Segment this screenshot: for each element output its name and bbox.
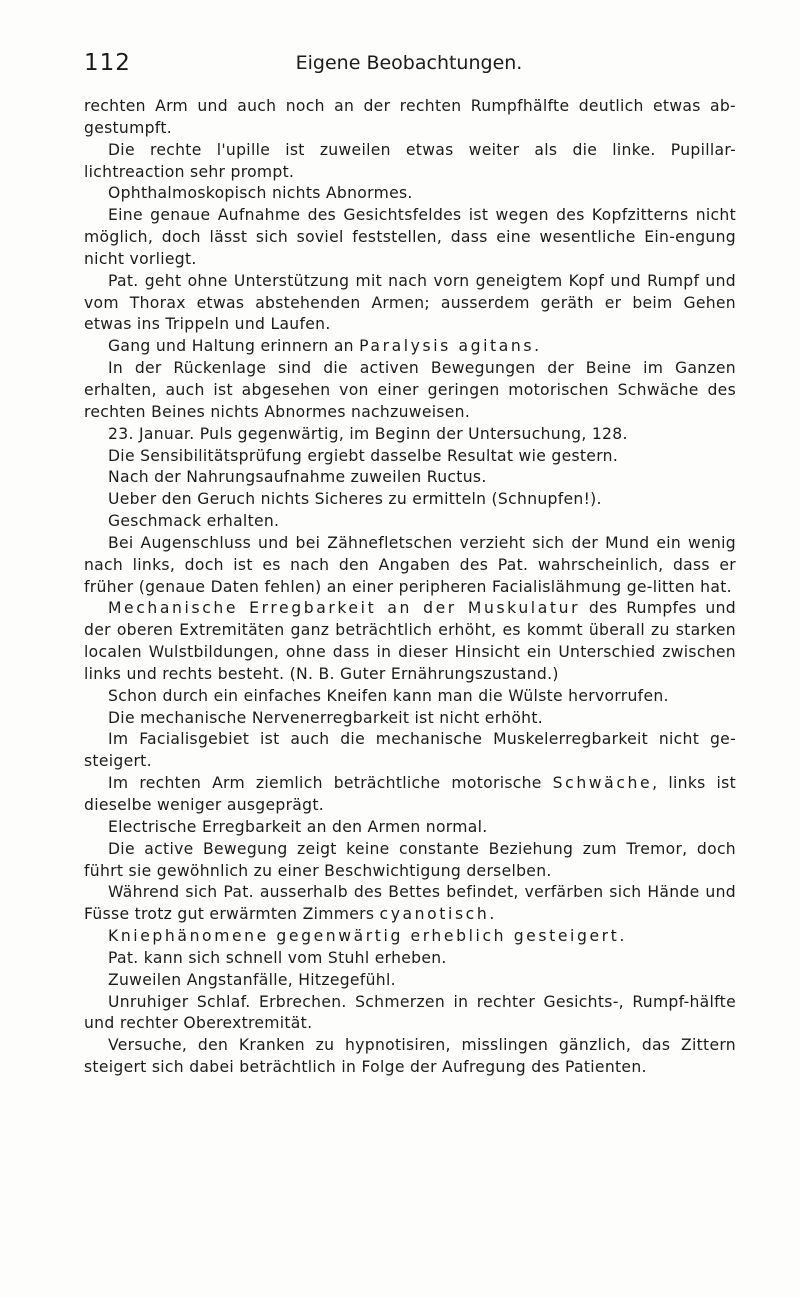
paragraph: Unruhiger Schlaf. Erbrechen. Schmerzen in rechter Gesichts-, Rumpf-hälfte und rechter Oberextremität.: [84, 992, 736, 1033]
paragraph: [84, 926, 736, 948]
paragraph: Die mechanische Nervenerregbarkeit ist nicht erhöht.: [108, 708, 544, 727]
paragraph: Ueber den Geruch nichts Sicheres zu ermitteln (Schnupfen!).: [108, 490, 602, 509]
paragraph: [84, 598, 736, 685]
paragraph: Die rechte l'upille ist zuweilen etwas weiter als die linke. Pupillar-lichtreaction sehr prompt.: [84, 140, 736, 181]
paragraph: Pat. geht ohne Unterstützung mit nach vorn geneigtem Kopf und Rumpf und vom Thorax etwas abstehenden Armen; ausserdem geräth er beim Gehen etwas ins Trippeln und Laufen.: [84, 271, 736, 334]
page-number: 112: [84, 50, 131, 76]
text-span: .: [534, 337, 540, 356]
paragraph: Electrische Erregbarkeit an den Armen normal.: [108, 817, 488, 836]
paragraph: Bei Augenschluss und bei Zähnefletschen verzieht sich der Mund ein wenig nach links, doch ist es nach den Angaben des Pat. wahrscheinlich, dass er früher (genaue Daten fehlen) an einer peripheren Facialislähmung ge-litten hat.: [84, 533, 736, 596]
paragraph: In der Rückenlage sind die activen Bewegungen der Beine im Ganzen erhalten, auch ist abgesehen von einer geringen motorischen Schwäche des rechten Beines nichts Abnormes nachzuweisen.: [84, 359, 736, 421]
text-span: Gang und Haltung erinnern an: [108, 337, 360, 356]
paragraph: [84, 773, 736, 817]
text-span: , links ist dieselbe weniger ausgeprägt.: [84, 774, 736, 814]
paragraph: rechten Arm und auch noch an der rechten Rumpfhälfte deutlich etwas ab-gestumpft.: [84, 97, 736, 137]
page-header: [84, 50, 734, 84]
paragraph: Ophthalmoskopisch nichts Abnormes.: [108, 184, 413, 203]
emphasized-text: Schwäche: [552, 774, 653, 793]
paragraph: Versuche, den Kranken zu hypnotisiren, misslingen gänzlich, das Zittern steigert sich dabei beträchtlich in Folge der Aufregung des Patienten.: [84, 1036, 736, 1077]
paragraph: Die active Bewegung zeigt keine constante Beziehung zum Tremor, doch führt sie gewöhnlich zu einer Beschwichtigung derselben.: [84, 839, 736, 880]
paragraph: Pat. kann sich schnell vom Stuhl erheben.: [108, 948, 447, 967]
emphasized-text: Kniephänomene gegenwärtig erheblich gesteigert: [108, 927, 620, 946]
text-span: .: [489, 905, 495, 924]
paragraph: Im Facialisgebiet ist auch die mechanische Muskelerregbarkeit nicht ge-steigert.: [84, 730, 736, 771]
paragraph: Eine genaue Aufnahme des Gesichtsfeldes ist wegen des Kopfzitterns nicht möglich, doch lässt sich soviel feststellen, dass eine wesentliche Ein-engung nicht vorliegt.: [84, 206, 736, 268]
running-title: Eigene Beobachtungen.: [295, 52, 523, 74]
paragraph: Schon durch ein einfaches Kneifen kann man die Wülste hervorrufen.: [108, 686, 669, 705]
paragraph: Nach der Nahrungsaufnahme zuweilen Ructus.: [108, 468, 487, 487]
paragraph: 23. Januar. Puls gegenwärtig, im Beginn der Untersuchung, 128.: [108, 424, 628, 443]
text-span: Im rechten Arm ziemlich beträchtliche motorische: [108, 774, 553, 793]
paragraph: Zuweilen Angstanfälle, Hitzegefühl.: [108, 970, 396, 989]
emphasized-text: cyanotisch: [379, 905, 490, 924]
text-span: Während sich Pat. ausserhalb des Bettes befindet, verfärben sich Hände und Füsse trotz gut erwärmten Zimmers: [84, 883, 736, 924]
body-text: [84, 96, 736, 1079]
paragraph: [84, 882, 736, 926]
text-span: des Rumpfes und der oberen Extremitäten ganz beträchtlich erhöht, es kommt überall zu starken localen Wulstbildungen, ohne dass in dieser Hinsicht ein Unterschied zwischen links und rechts besteht. (N. B. Guter Ernährungszustand.): [84, 599, 736, 683]
paragraph: Geschmack erhalten.: [108, 512, 280, 531]
paragraph: [84, 336, 736, 358]
paragraph: Die Sensibilitätsprüfung ergiebt dasselbe Resultat wie gestern.: [108, 446, 619, 465]
emphasized-text: Mechanische Erregbarkeit an der Muskulatur: [108, 599, 581, 618]
text-span: .: [619, 927, 625, 946]
emphasized-text: Paralysis agitans: [359, 337, 535, 356]
